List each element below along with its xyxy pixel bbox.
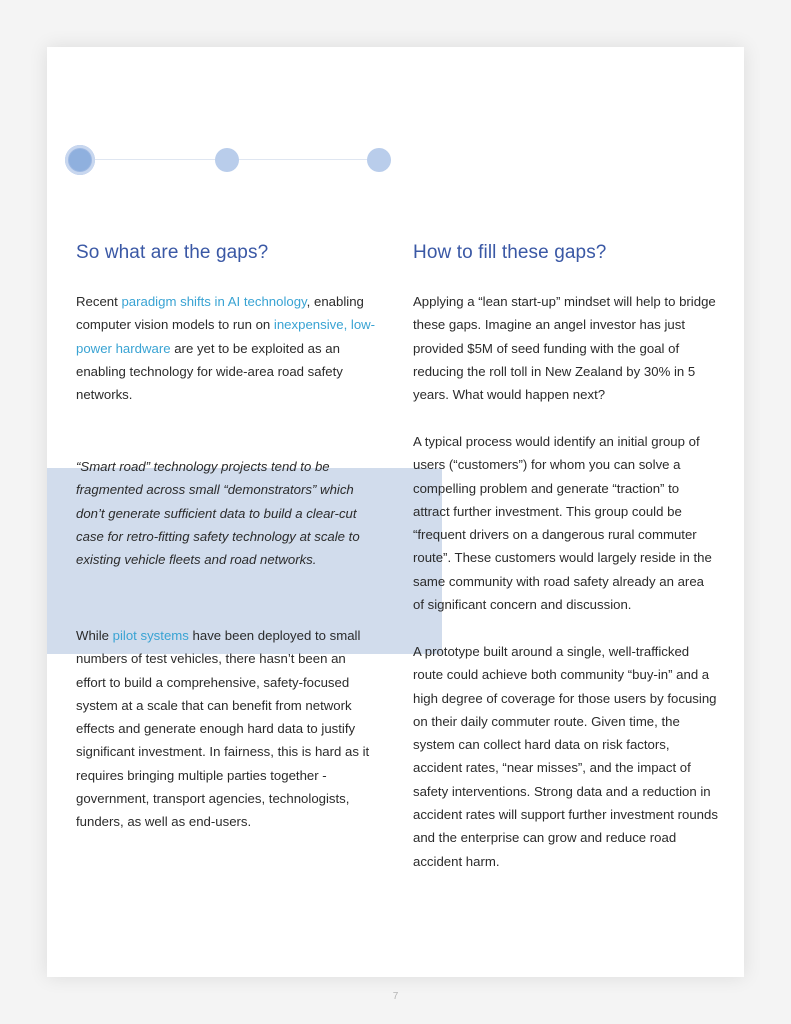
link-low-power-hardware[interactable]: inexpensive, low-power hardware — [76, 317, 376, 356]
left-paragraph-1: Recent paradigm shifts in AI technology, enabling computer vision models to run on inexpensive, low-power hardware are yet to be exploited as an enabling technology for wide-area road safety networks. — [76, 294, 376, 403]
progress-indicator — [65, 145, 393, 175]
pull-quote-text: “Smart road” technology projects tend to be fragmented across small “demonstrators” which don’t generate sufficient data to build a clear-cut case for retro-fitting safety technology at scale to existing vehicle fleets and road networks. — [76, 459, 360, 568]
right-paragraph-2: A typical process would identify an initial group of users (“customers”) for whom you can solve a compelling problem and generate “traction” to attract further investment. This group could be “frequent drivers on a dangerous rural commuter route”. These customers would largely reside in the same community with road safety already an area of significant concern and discussion. — [413, 434, 712, 613]
link-pilot-systems[interactable]: pilot systems — [112, 628, 189, 643]
progress-step-1-active — [65, 145, 95, 175]
progress-step-2 — [215, 148, 239, 172]
link-paradigm-shifts[interactable]: paradigm shifts in AI technology — [121, 294, 307, 309]
right-section-heading: How to fill these gaps? — [413, 242, 607, 263]
right-paragraph-3: A prototype built around a single, well-trafficked route could achieve both community “buy-in” and a high degree of coverage for those users by focusing on their daily commuter route. Given time, the system can collect hard data on risk factors, accident rates, “near misses”, and the impact of safety interventions. Strong data and a reduction in accident rates will support further investment rounds and the enterprise can grow and reduce road accident harm. — [413, 644, 718, 869]
progress-step-3 — [367, 148, 391, 172]
left-paragraph-2: While pilot systems have been deployed to small numbers of test vehicles, there hasn’t been an effort to build a comprehensive, safety-focused system at a scale that can benefit from network effects and generate enough hard data to justify significant investment. In fairness, this is hard as it requires bringing multiple parties together - government, transport agencies, technologists, funders, as well as end-users. — [76, 628, 370, 830]
right-paragraph-1: Applying a “lean start-up” mindset will help to bridge these gaps. Imagine an angel investor has just provided $5M of seed funding with the goal of reducing the roll toll in New Zealand by 30% in 5 years. What would happen next? — [413, 294, 716, 403]
left-section-heading: So what are the gaps? — [76, 242, 269, 263]
page-number: 7 — [392, 991, 399, 1002]
